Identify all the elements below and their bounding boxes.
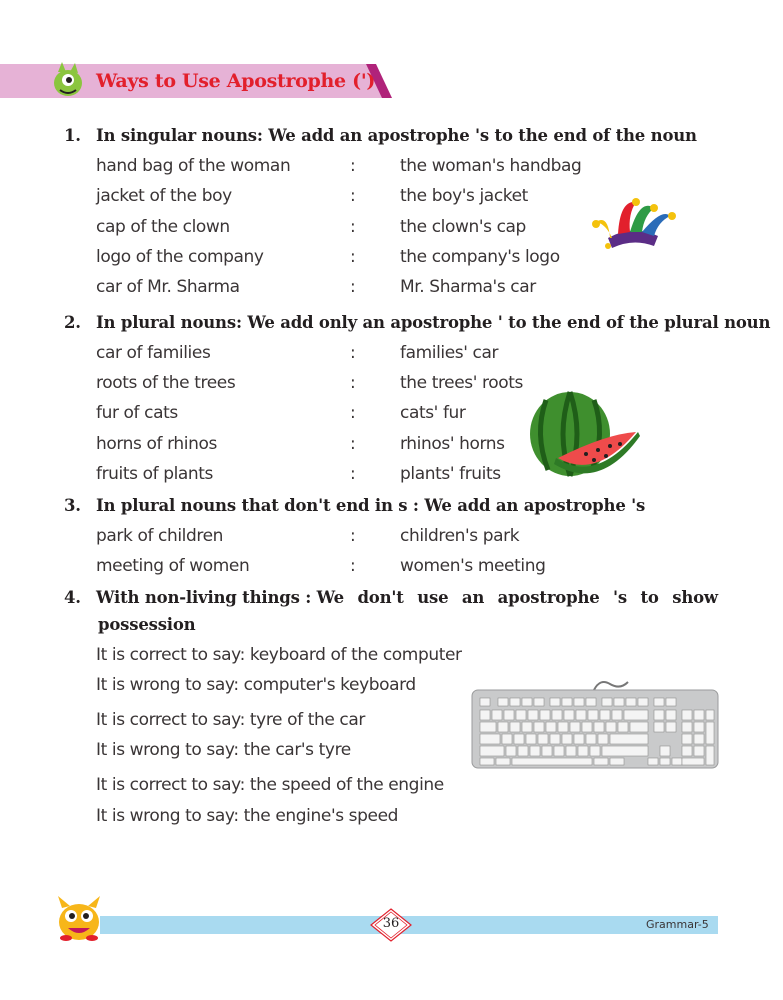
book-label: Grammar-5	[646, 918, 709, 931]
section-4-title: With non-living things : We don't use an apostrophe 's to show	[96, 588, 718, 607]
watermelon-icon	[526, 388, 640, 484]
keyboard-icon	[470, 676, 720, 770]
jester-hat-icon	[588, 194, 678, 254]
page-number-text: 36	[382, 916, 400, 931]
yellow-monster-icon	[52, 894, 106, 942]
example-sentence: It is correct to say: keyboard of the computer	[96, 645, 462, 665]
section-4-title-line2: possession	[98, 615, 196, 634]
example-sentence: It is wrong to say: the car's tyre	[96, 740, 351, 760]
example-sentence: It is wrong to say: computer's keyboard	[96, 675, 416, 695]
monster-mascot-icon	[48, 60, 88, 100]
example-sentence: It is wrong to say: the engine's speed	[96, 806, 399, 826]
section-2-title: 2. In plural nouns: We add only an apostrophe ' to the end of the plural noun	[64, 313, 771, 332]
example-sentence: It is correct to say: tyre of the car	[96, 710, 365, 730]
page-number	[370, 908, 412, 942]
section-1-title: 1. In singular nouns: We add an apostrophe 's to the end of the noun	[64, 126, 697, 145]
section-3-title: 3. In plural nouns that don't end in s : We add an apostrophe 's	[64, 496, 646, 515]
page-title: Ways to Use Apostrophe (')	[96, 70, 376, 92]
section-4-number: 4.	[64, 588, 81, 607]
example-sentence: It is correct to say: the speed of the engine	[96, 775, 444, 795]
